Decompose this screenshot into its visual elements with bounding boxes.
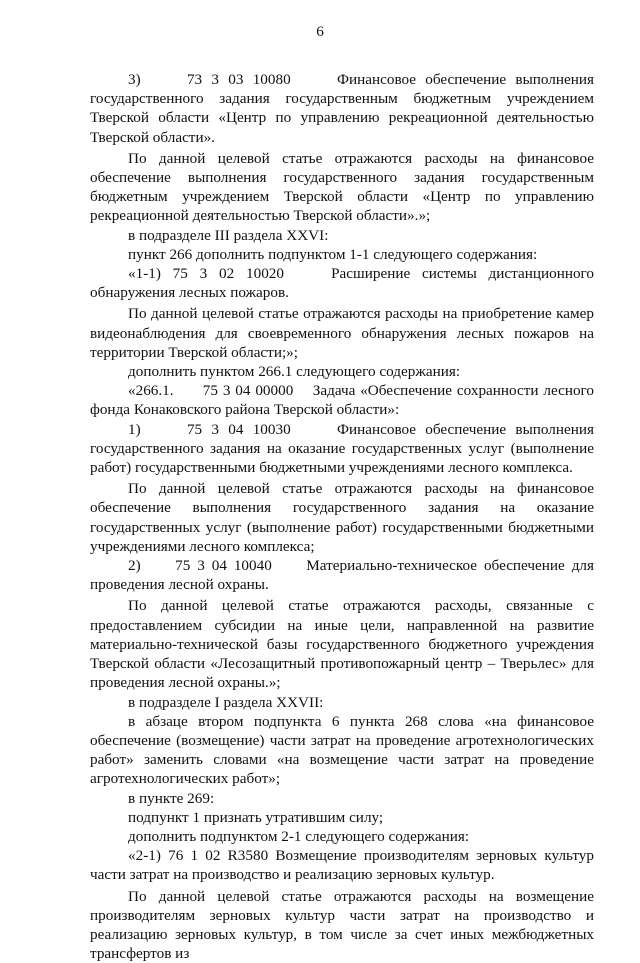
paragraph: в подразделе III раздела XXVI: bbox=[128, 226, 329, 244]
paragraph: По данной целевой статье отражаются расходы на финансовое обеспечение выполнения государственного задания государственным бюджетным учреждением Тверской области «Центр по управлению рекреационной деятельностью Тверской области».»; bbox=[90, 149, 594, 225]
paragraph: 1) 75 3 04 10030 Финансовое обеспечение выполнения государственного задания на оказание государственных услуг (выполнение работ) государственными бюджетными учреждениями лесного комплекса. bbox=[90, 420, 594, 477]
paragraph: 2) 75 3 04 10040 Материально-техническое обеспечение для проведения лесной охраны. bbox=[90, 557, 594, 594]
paragraph: По данной целевой статье отражаются расходы на приобретение камер видеонаблюдения для своевременного обнаружения лесных пожаров на территории Тверской области;»; bbox=[90, 305, 594, 361]
paragraph: в подразделе I раздела XXVII: bbox=[128, 693, 324, 711]
paragraph: «266.1. 75 3 04 00000 Задача «Обеспечение сохранности лесного фонда Конаковского района Тверской области»: bbox=[90, 382, 594, 419]
paragraph: дополнить пунктом 266.1 следующего содержания: bbox=[128, 363, 461, 381]
paragraph: По данной целевой статье отражаются расходы на возмещение производителям зерновых культур части затрат на производство и реализацию зерновых культур, в том числе за счет иных межбюджетных трансфертов из bbox=[90, 887, 594, 963]
page-number: 6 bbox=[316, 23, 324, 40]
paragraph: По данной целевой статье отражаются расходы на финансовое обеспечение выполнения государственного задания на оказание государственных услуг (выполнение работ) государственными бюджетными учреждениями лесного комплекса; bbox=[90, 480, 594, 555]
paragraph: пункт 266 дополнить подпунктом 1-1 следующего содержания: bbox=[128, 245, 538, 263]
paragraph: в абзаце втором подпункта 6 пункта 268 слова «на финансовое обеспечение (возмещение) части затрат на проведение агротехнологических работ» заменить словами «на возмещение части затрат на проведение агротехнологических работ»; bbox=[90, 712, 594, 788]
document-body bbox=[90, 70, 594, 963]
paragraph: дополнить подпунктом 2-1 следующего содержания: bbox=[128, 827, 470, 845]
paragraph: в пункте 269: bbox=[128, 789, 215, 807]
paragraph: По данной целевой статье отражаются расходы, связанные с предоставлением субсидии на иные цели, направленной на развитие материально-технической базы государственного бюджетного учреждения Тверской области «Лесозащитный противопожарный центр – Тверьлес» для проведения лесной охраны.»; bbox=[90, 597, 594, 692]
paragraph: «2-1) 76 1 02 R3580 Возмещение производителям зерновых культур части затрат на производство и реализацию зерновых культур. bbox=[90, 847, 594, 884]
paragraph: подпункт 1 признать утратившим силу; bbox=[128, 808, 384, 826]
paragraph: 3) 73 3 03 10080 Финансовое обеспечение выполнения государственного задания государственным бюджетным учреждением Тверской области «Центр по управлению рекреационной деятельностью Тверской области». bbox=[90, 71, 594, 146]
paragraph: «1-1) 75 3 02 10020 Расширение системы дистанционного обнаружения лесных пожаров. bbox=[90, 265, 594, 302]
